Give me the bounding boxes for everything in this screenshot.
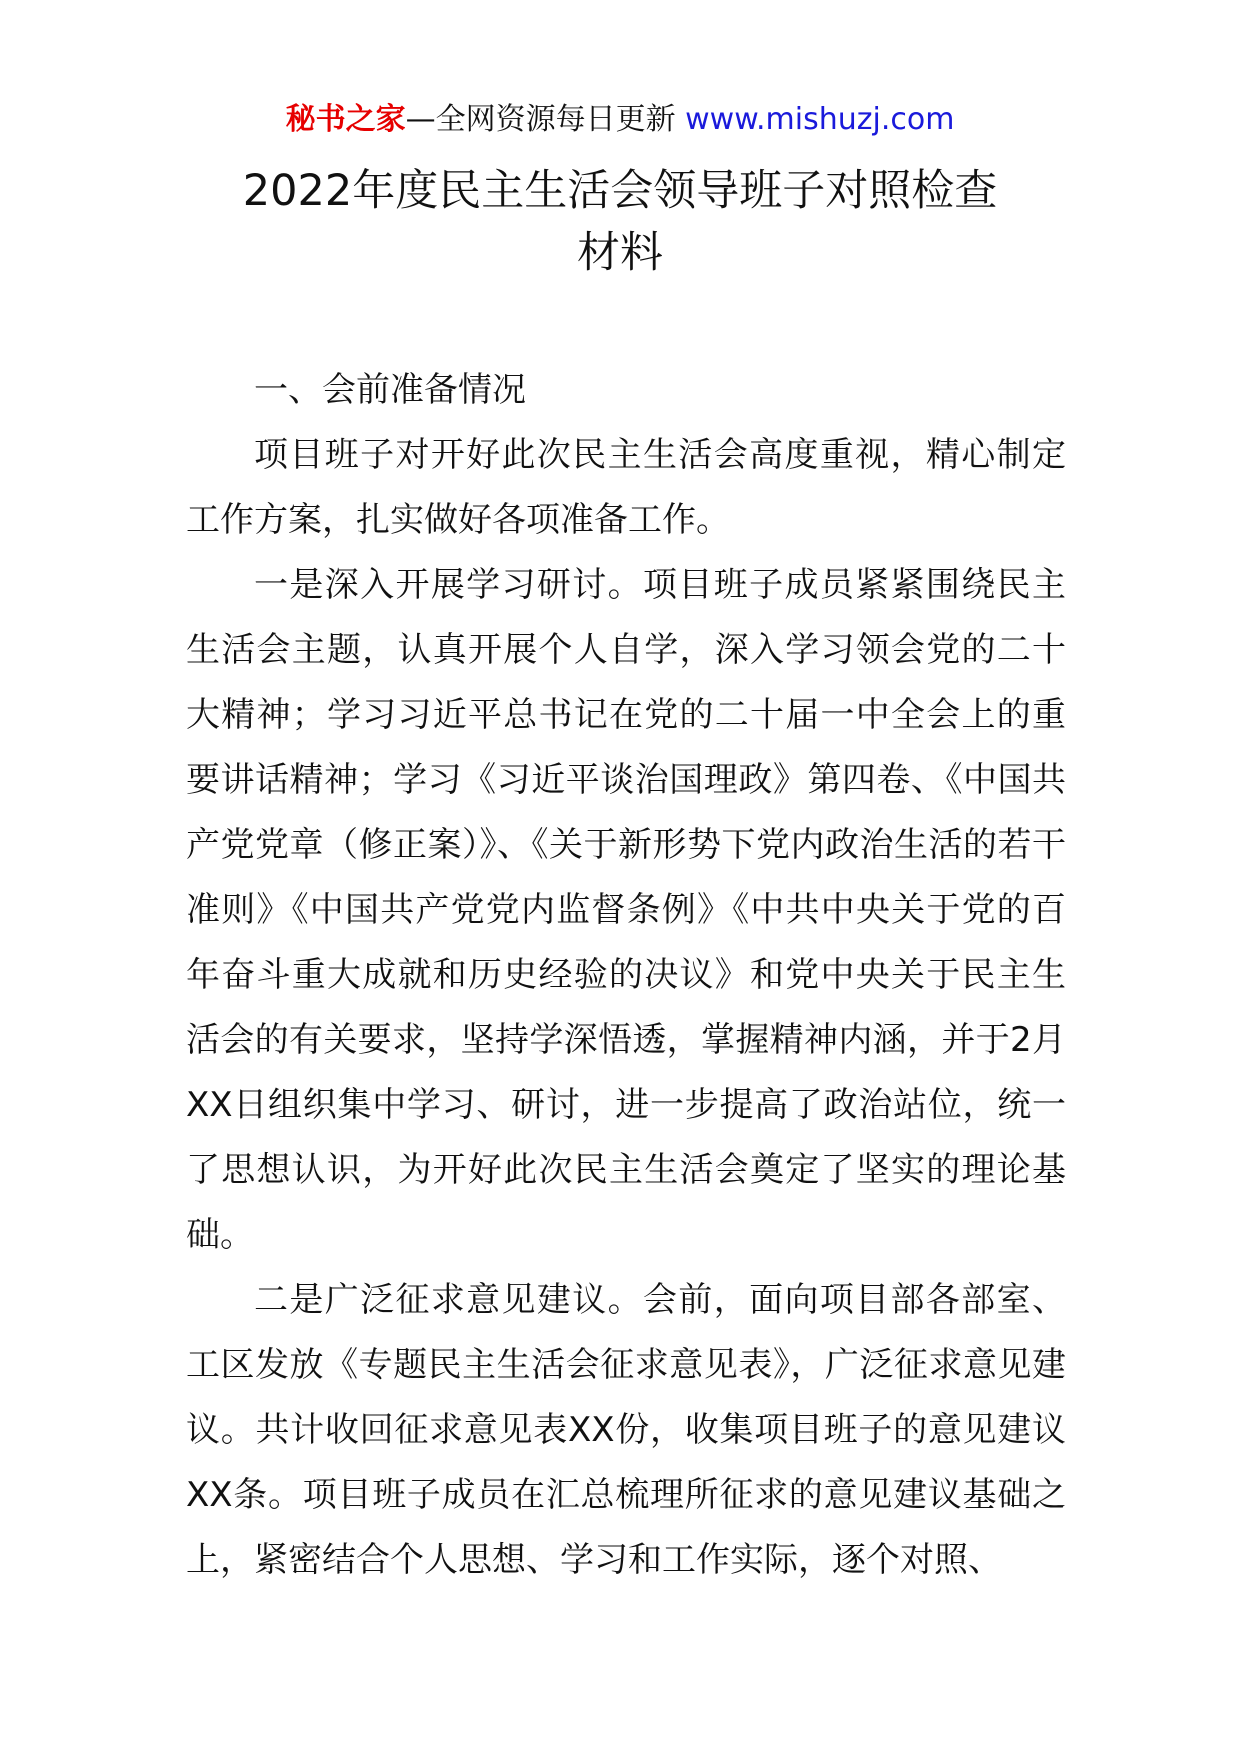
section-heading: 一、会前准备情况: [254, 370, 526, 410]
brand-name: 秘书之家: [285, 102, 406, 137]
document-body: [186, 358, 1066, 1593]
site-url-link[interactable]: www.mishuzj.com: [685, 102, 955, 137]
header-tagline: —全网资源每日更新: [405, 102, 686, 137]
site-header: [0, 98, 1240, 142]
paragraph: 项目班子对开好此次民主生活会高度重视，精心制定工作方案，扎实做好各项准备工作。: [186, 435, 1066, 540]
paragraph: 一是深入开展学习研讨。项目班子成员紧紧围绕民主生活会主题，认真开展个人自学，深入学习领会党的二十大精神；学习习近平总书记在党的二十届一中全会上的重要讲话精神；学习《习近平谈治国理政》第四卷、《中国共产党党章（修正案）》、《关于新形势下党内政治生活的若干准则》《中国共产党党内监督条例》《中共中央关于党的百年奋斗重大成就和历史经验的决议》和党中央关于民主生活会的有关要求，坚持学深悟透，掌握精神内涵，并于2月XX日组织集中学习、研讨，进一步提高了政治站位，统一了思想认识，为开好此次民主生活会奠定了坚实的理论基础。: [186, 565, 1066, 1255]
title-line-1: 2022年度民主生活会领导班子对照检查: [242, 166, 998, 216]
paragraph: 二是广泛征求意见建议。会前，面向项目部各部室、工区发放《专题民主生活会征求意见表》，广泛征求意见建议。共计收回征求意见表XX份，收集项目班子的意见建议XX条。项目班子成员在汇总梳理所征求的意见建议基础之上，紧密结合个人思想、学习和工作实际，逐个对照、: [186, 1280, 1066, 1580]
document-title: [0, 160, 1240, 284]
title-line-2: 材料: [577, 228, 663, 278]
